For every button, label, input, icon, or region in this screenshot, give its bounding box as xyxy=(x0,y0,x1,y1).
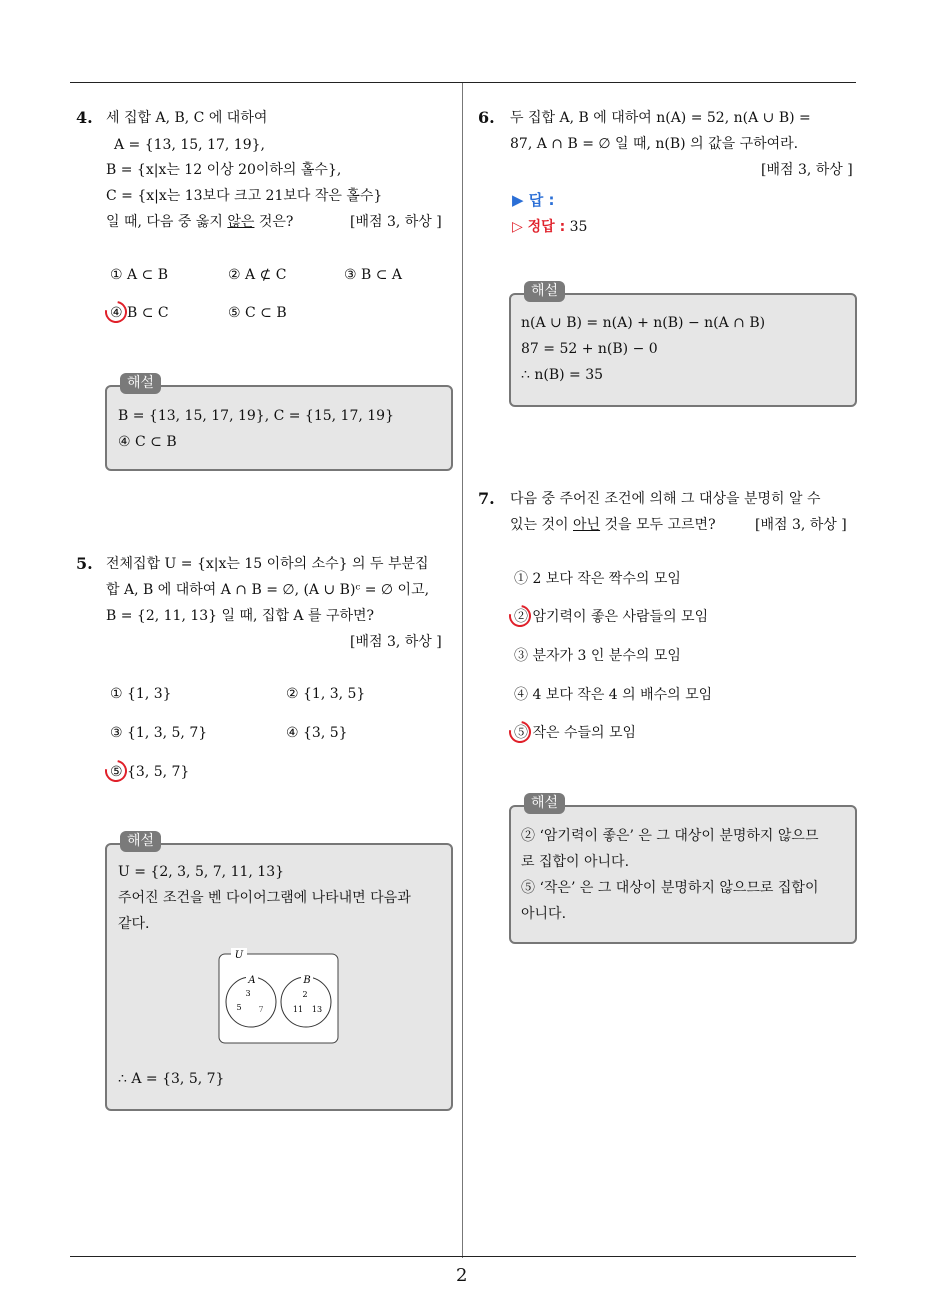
q5-line-2: 합 A, B 에 대하여 A ∩ B = ∅, (A ∪ B)ᶜ = ∅ 이고, xyxy=(106,582,430,598)
q6-line-2: 87, A ∩ B = ∅ 일 때, n(B) 의 값을 구하여라. xyxy=(510,136,799,152)
q7-choice-2[interactable]: ② 암기력이 좋은 사람들의 모임 xyxy=(514,609,709,625)
q7-solution-line-1: ② ‘암기력이 좋은’ 은 그 대상이 분명하지 않으므 xyxy=(521,828,819,844)
q4-points: [배점 3, 하상 ] xyxy=(350,214,442,230)
venn-b-label: B xyxy=(303,975,311,986)
top-rule xyxy=(70,82,856,83)
venn-a-element-3: 7 xyxy=(258,1005,264,1014)
venn-a-element-2: 5 xyxy=(236,1003,242,1012)
q6-number: 6. xyxy=(478,108,495,127)
q4-choice-5[interactable]: ⑤ C ⊂ B xyxy=(228,305,287,321)
q6-correct-label: ▷ 정답 : xyxy=(512,219,566,235)
q6-solution-line-1: n(A ∪ B) = n(A) + n(B) − n(A ∩ B) xyxy=(521,315,766,331)
q6-solution-tag: 해설 xyxy=(524,281,565,302)
q5-number: 5. xyxy=(76,554,93,573)
q7-answer-mark-2 xyxy=(505,601,536,632)
venn-diagram xyxy=(217,946,341,1046)
q4-number: 4. xyxy=(76,108,93,127)
venn-b-element-1: 2 xyxy=(302,990,308,999)
q5-choice-5[interactable]: ⑤ {3, 5, 7} xyxy=(110,764,190,780)
q4-set-a: A = {13, 15, 17, 19}, xyxy=(114,137,265,153)
q5-solution-line-3: 같다. xyxy=(118,916,150,932)
q7-solution-line-4: 아니다. xyxy=(521,906,567,922)
q4-choice-3[interactable]: ③ B ⊂ A xyxy=(344,267,403,283)
q5-answer-mark xyxy=(101,756,132,787)
q4-answer-mark xyxy=(101,297,132,328)
q4-choice-4[interactable]: ④ B ⊂ C xyxy=(110,305,169,321)
q5-points: [배점 3, 하상 ] xyxy=(350,634,442,650)
q7-number: 7. xyxy=(478,489,495,508)
q7-solution-line-2: 로 집합이 아니다. xyxy=(521,854,630,870)
q6-correct-answer xyxy=(512,220,587,234)
venn-a-element-1: 3 xyxy=(245,989,251,998)
q7-line-1: 다음 중 주어진 조건에 의해 그 대상을 분명히 알 수 xyxy=(510,491,821,507)
q4-solution-line-2: ④ C ⊂ B xyxy=(118,434,177,450)
q5-line-1: 전체집합 U = {x|x는 15 이하의 소수} 의 두 부분집 xyxy=(106,556,429,572)
q4-stem: 세 집합 A, B, C 에 대하여 xyxy=(106,110,268,126)
q5-choice-1[interactable]: ① {1, 3} xyxy=(110,686,172,702)
q5-solution-line-4: ∴ A = {3, 5, 7} xyxy=(118,1071,225,1087)
venn-b-element-3: 13 xyxy=(311,1005,323,1014)
bottom-rule xyxy=(70,1256,856,1257)
q6-line-1: 두 집합 A, B 에 대하여 n(A) = 52, n(A ∪ B) = xyxy=(510,110,811,126)
q7-line-2: 있는 것이 아닌 것을 모두 고르면? xyxy=(510,517,716,533)
venn-a-label: A xyxy=(248,975,256,986)
q5-choice-4[interactable]: ④ {3, 5} xyxy=(286,725,348,741)
q4-solution-line-1: B = {13, 15, 17, 19}, C = {15, 17, 19} xyxy=(118,408,394,424)
q7-choice-3[interactable]: ③ 분자가 3 인 분수의 모임 xyxy=(514,648,681,664)
q6-answer-label: ▶ 답 : xyxy=(512,191,555,209)
q6-solution-line-3: ∴ n(B) = 35 xyxy=(521,367,604,383)
q4-solution-tag: 해설 xyxy=(120,373,161,394)
q7-choice-4[interactable]: ④ 4 보다 작은 4 의 배수의 모임 xyxy=(514,687,713,703)
q7-choice-5[interactable]: ⑤ 작은 수들의 모임 xyxy=(514,725,637,741)
column-divider xyxy=(462,83,463,1258)
venn-b-element-2: 11 xyxy=(292,1005,304,1014)
q5-solution-line-2: 주어진 조건을 벤 다이어그램에 나타내면 다음과 xyxy=(118,890,411,906)
q4-solution-box xyxy=(105,385,453,471)
q5-choice-3[interactable]: ③ {1, 3, 5, 7} xyxy=(110,725,208,741)
q4-set-b: B = {x|x는 12 이상 20이하의 홀수}, xyxy=(106,162,342,178)
q5-solution-tag: 해설 xyxy=(120,831,161,852)
q5-line-3: B = {2, 11, 13} 일 때, 집합 A 를 구하면? xyxy=(106,608,375,624)
q6-points: [배점 3, 하상 ] xyxy=(761,162,853,178)
q7-choice-1[interactable]: ① 2 보다 작은 짝수의 모임 xyxy=(514,571,681,587)
q4-choice-2[interactable]: ② A ⊄ C xyxy=(228,267,287,283)
q4-choice-1[interactable]: ① A ⊂ B xyxy=(110,267,169,283)
q4-question: 일 때, 다음 중 옳지 않은 것은? xyxy=(106,214,294,230)
q5-choice-2[interactable]: ② {1, 3, 5} xyxy=(286,686,366,702)
q6-solution-line-2: 87 = 52 + n(B) − 0 xyxy=(521,341,658,357)
q6-correct-value: 35 xyxy=(569,219,588,235)
q4-set-c: C = {x|x는 13보다 크고 21보다 작은 홀수} xyxy=(106,188,383,204)
page-number: 2 xyxy=(456,1265,468,1286)
venn-u-label: U xyxy=(234,950,244,961)
q7-solution-box xyxy=(509,805,857,944)
q5-solution-line-1: U = {2, 3, 5, 7, 11, 13} xyxy=(118,864,285,880)
q7-answer-mark-5 xyxy=(505,717,536,748)
q7-solution-line-3: ⑤ ‘작은’ 은 그 대상이 분명하지 않으므로 집합이 xyxy=(521,880,819,896)
q7-solution-tag: 해설 xyxy=(524,793,565,814)
q7-points: [배점 3, 하상 ] xyxy=(755,517,847,533)
